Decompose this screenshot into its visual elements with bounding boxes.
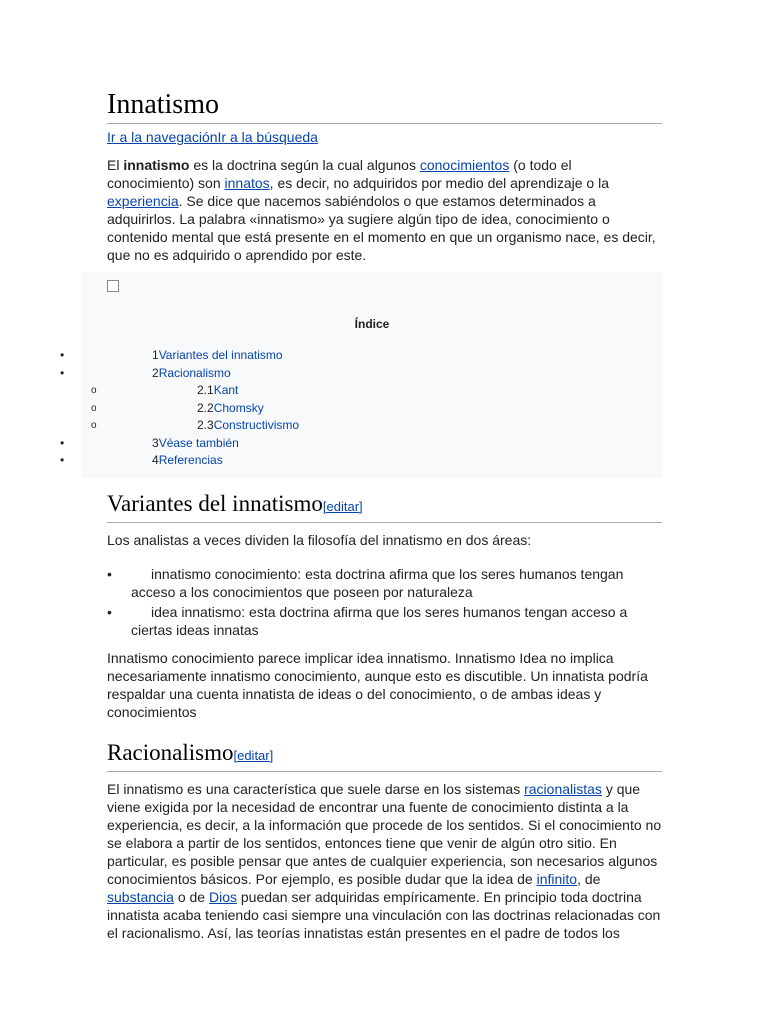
table-of-contents <box>60 272 662 478</box>
variantes-list <box>107 565 662 639</box>
toc-number: 2.3 <box>197 418 214 432</box>
link-dios[interactable]: Dios <box>208 888 237 905</box>
toc-number: 2 <box>152 365 159 380</box>
toc-title: Índice <box>354 316 390 331</box>
intro-paragraph: El innatismo es la doctrina según la cual algunos conocimientos (o todo el conocimiento) son innatos, es decir, no adquiridos por medio del aprendizaje o la experiencia. Se dice que nacemos sabiéndolos o que estamos determinados a adquirirlos. La palabra «innatismo» ya sugiere algún tipo de idea, conocimiento o contenido mental que está presente en el momento en que un organismo nace, es decir, que no es adquirido o aprendido por este. <box>107 157 656 263</box>
toc-item <box>82 382 662 400</box>
link-experiencia[interactable]: experiencia <box>107 193 179 209</box>
link-racionalistas[interactable]: racionalistas <box>524 780 602 797</box>
term-innatismo: innatismo <box>123 157 190 173</box>
link-innatos[interactable]: innatos <box>224 175 270 191</box>
toc-item <box>82 400 662 418</box>
link-substancia[interactable]: substancia <box>107 888 174 905</box>
toc-number: 2.2 <box>197 400 214 415</box>
article <box>60 88 662 950</box>
toc-link[interactable]: Chomsky <box>213 400 264 415</box>
edit-link-variantes[interactable]: [editar] <box>322 498 363 514</box>
toc-toggle-checkbox[interactable] <box>107 280 119 292</box>
toc-bullet: • <box>60 365 65 380</box>
racionalismo-paragraph: El innatismo es una característica que suele darse en los sistemas racionalistas y que viene exigida por la necesidad de encontrar una fuente de conocimiento distinta a la experiencia, es decir, a la información que procede de los sentidos. Si el conocimiento no se elabora a partir de los sentidos, entonces tiene que venir de algún otro sitio. En particular, es posible pensar que antes de cualquier experiencia, son necesarios algunos conocimientos básicos. Por ejemplo, es posible dudar que la idea de infinito, de substancia o de Dios puedan ser adquiridas empíricamente. En principio toda doctrina innatista acaba teniendo casi siempre una vinculación con las doctrinas relacionadas con el racionalismo. Así, las teorías innatistas están presentes en el padre de todos los <box>107 780 662 941</box>
toc-item <box>60 347 662 365</box>
toc-bullet: o <box>91 385 97 396</box>
edit-link-racionalismo[interactable]: [editar] <box>233 747 274 763</box>
toc-item <box>60 435 662 453</box>
link-conocimientos[interactable]: conocimientos <box>419 157 510 173</box>
variantes-paragraph: Innatismo conocimiento parece implicar idea innatismo. Innatismo Idea no implica necesariamente innatismo conocimiento, aunque esto es discutible. Un innatista podría respaldar una cuenta innatista de ideas o del conocimiento, o de ambas ideas y conocimientos <box>107 649 648 720</box>
toc-link[interactable]: Constructivismo <box>213 418 300 432</box>
toc-bullet: • <box>60 435 65 450</box>
toc-item <box>60 365 662 383</box>
toc-link[interactable]: Variantes del innatismo <box>158 348 283 362</box>
link-infinito[interactable]: infinito <box>536 870 578 887</box>
section-heading-variantes: Variantes del innatismo[editar] <box>107 490 662 523</box>
toc-number: 3 <box>152 435 159 450</box>
skip-navigation-links[interactable]: Ir a la navegaciónIr a la búsqueda <box>107 129 318 145</box>
toc-number: 1 <box>152 348 159 362</box>
toc-link[interactable]: Véase también <box>158 435 239 450</box>
variantes-intro: Los analistas a veces dividen la filosofía del innatismo en dos áreas: <box>107 531 532 548</box>
toc-link[interactable]: Racionalismo <box>158 365 231 380</box>
toc-item <box>60 452 662 470</box>
page-title: Innatismo <box>107 88 662 124</box>
toc-bullet: o <box>91 402 97 414</box>
toc-link[interactable]: Kant <box>213 383 239 397</box>
toc-item <box>82 417 662 435</box>
toc-bullet: • <box>60 453 65 467</box>
section-heading-racionalismo: Racionalismo[editar] <box>107 739 662 772</box>
toc-number: 4 <box>152 453 159 467</box>
list-item: • innatismo conocimiento: esta doctrina afirma que los seres humanos tengan acceso a los conocimientos que poseen por naturaleza <box>107 565 624 600</box>
toc-bullet: o <box>91 420 97 431</box>
toc-list <box>60 347 662 470</box>
toc-number: 2.1 <box>197 383 214 397</box>
list-item: • idea innatismo: esta doctrina afirma que los seres humanos tengan acceso a ciertas ideas innatas <box>107 603 628 638</box>
toc-link[interactable]: Referencias <box>158 453 223 467</box>
toc-bullet: • <box>60 348 65 362</box>
